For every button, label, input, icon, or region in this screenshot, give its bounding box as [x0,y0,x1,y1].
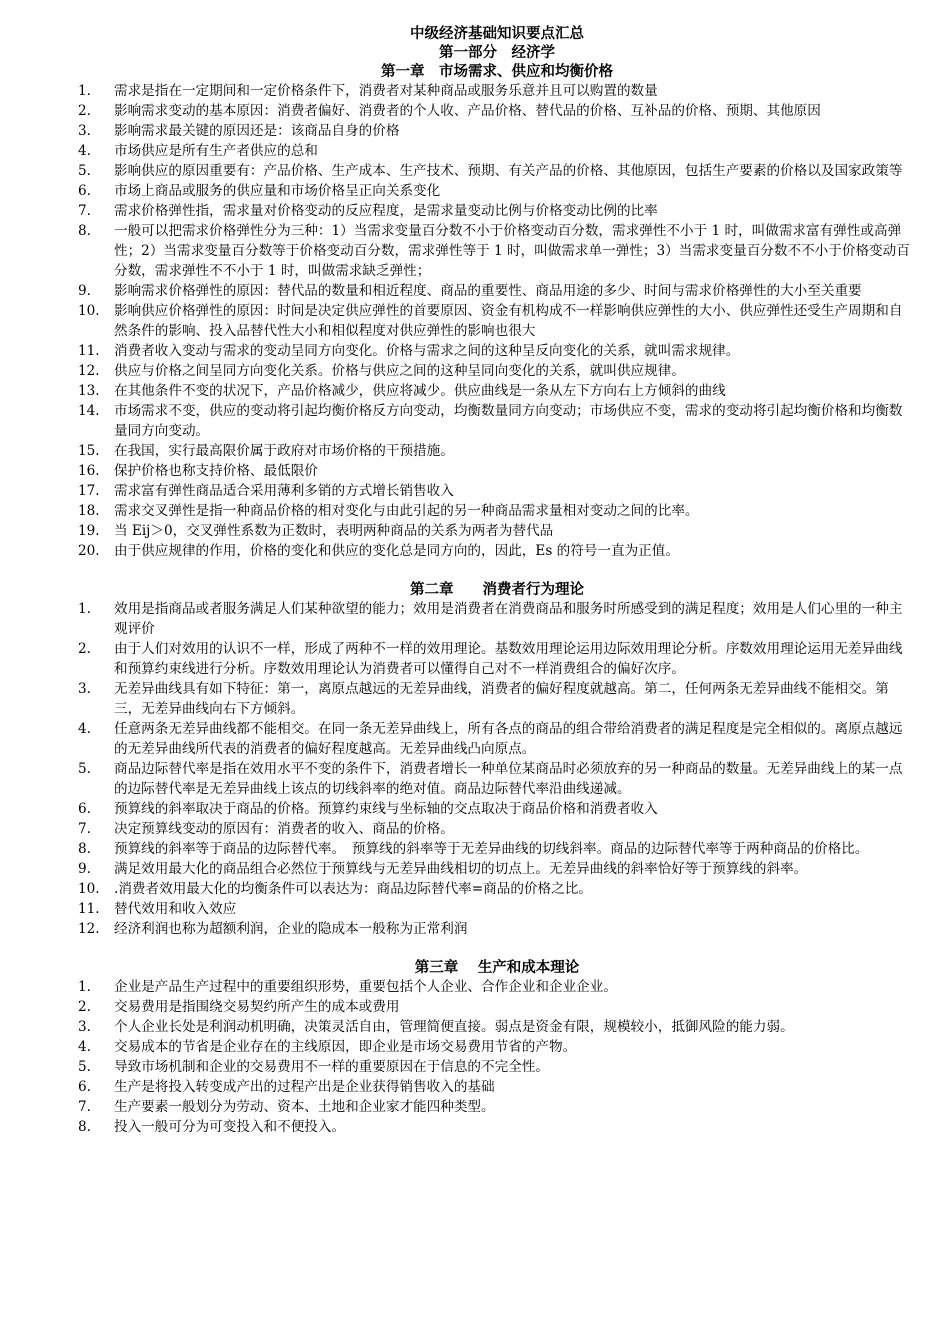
list-item [78,599,916,639]
list-item-number: 11. [78,343,100,359]
list-item [78,221,916,281]
list-item [78,501,916,521]
list-item-text: 导致市场机制和企业的交易费用不一样的重要原因在于信息的不完全性。 [114,1059,549,1075]
list-item-text: 由于人们对效用的认识不一样，形成了两种不一样的效用理论。基数效用理论运用边际效用理论分析。序数效用理论运用无差异曲线和预算约束线进行分析。序数效用理论认为消费者可以懂得自己对不一样消费组合的偏好次序。 [114,641,903,677]
list-item [78,121,916,141]
list-item-number: 12. [78,363,100,379]
list-item-number: 1. [78,601,91,617]
list-item [78,381,916,401]
list-item-number: 18. [78,503,100,519]
list-item-number: 16. [78,463,100,479]
list-item-number: 20. [78,543,100,559]
list-item-text: 预算线的斜率等于商品的边际替代率。 预算线的斜率等于无差异曲线的切线斜率。商品的边际替代率等于两种商品的价格比。 [114,841,869,857]
list-item-text: 需求交叉弹性是指一种商品价格的相对变化与由此引起的另一种商品需求量相对变动之间的比率。 [114,503,699,519]
list-item [78,977,916,997]
list-item-text: 经济利润也称为超额利润，企业的隐成本一般称为正常利润 [114,921,468,937]
list-item-text: 当 Eij＞0，交叉弹性系数为正数时，表明两种商品的关系为两者为替代品 [114,523,554,539]
list-item-number: 7. [78,1099,91,1115]
list-item-number: 1. [78,83,91,99]
list-item-number: 1. [78,979,91,995]
list-item-number: 19. [78,523,100,539]
list-item-number: 15. [78,443,100,459]
list-item [78,1057,916,1077]
list-item-text: 无差异曲线具有如下特征：第一，离原点越远的无差异曲线，消费者的偏好程度就越高。第二，任何两条无差异曲线不能相交。第三，无差异曲线向右下方倾斜。 [114,681,889,717]
list-item [78,639,916,679]
list-item-text: 生产要素一般划分为劳动、资本、土地和企业家才能四种类型。 [114,1099,495,1115]
list-item-number: 3. [78,1019,91,1035]
list-item-text: 效用是指商品或者服务满足人们某种欲望的能力；效用是消费者在消费商品和服务时所感受到的满足程度；效用是人们心里的一种主观评价 [114,601,903,637]
list-item [78,101,916,121]
chapter-3-list [78,977,916,1137]
list-item [78,201,916,221]
list-item [78,1037,916,1057]
list-item-text: 替代效用和收入效应 [114,901,237,917]
list-item [78,541,916,561]
list-item [78,461,916,481]
list-item [78,481,916,501]
list-item [78,141,916,161]
list-item [78,441,916,461]
list-item-number: 13. [78,383,100,399]
list-item [78,161,916,181]
list-item-text: 投入一般可分为可变投入和不便投入。 [114,1119,346,1135]
list-item [78,81,916,101]
list-item-text: 交易成本的节省是企业存在的主线原因，即企业是市场交易费用节省的产物。 [114,1039,577,1055]
list-item-text: 市场需求不变，供应的变动将引起均衡价格反方向变动，均衡数量同方向变动；市场供应不变，需求的变动将引起均衡价格和均衡数量同方向变动。 [114,403,903,439]
list-item-text: 生产是将投入转变成产出的过程产出是企业获得销售收入的基础 [114,1079,495,1095]
list-item [78,859,916,879]
list-item-number: 6. [78,1079,91,1095]
list-item [78,719,916,759]
list-item-text: 市场供应是所有生产者供应的总和 [114,143,318,159]
list-item [78,361,916,381]
list-item [78,341,916,361]
list-item-text: 影响需求最关键的原因还是：该商品自身的价格 [114,123,400,139]
list-item-text: 决定预算线变动的原因有：消费者的收入、商品的价格。 [114,821,454,837]
chapter-1-heading: 第一章 市场需求、供应和均衡价格 [381,63,613,80]
list-item-number: 3. [78,123,91,139]
list-item-text: 预算线的斜率取决于商品的价格。预算约束线与坐标轴的交点取决于商品价格和消费者收入 [114,801,658,817]
list-item-text: 影响需求价格弹性的原因：替代品的数量和相近程度、商品的重要性、商品用途的多少、时间与需求价格弹性的大小至关重要 [114,283,862,299]
chapter-1-list [78,81,916,561]
list-item-number: 9. [78,283,91,299]
list-item-text: 影响需求变动的基本原因：消费者偏好、消费者的个人收、产品价格、替代品的价格、互补品的价格、预期、其他原因 [114,103,821,119]
list-item-number: 6. [78,801,91,817]
section-gap [78,561,916,580]
part-title: 第一部分 经济学 [439,44,555,61]
list-item-text: 在我国，实行最高限价属于政府对市场价格的干预措施。 [114,443,454,459]
section-gap [78,939,916,958]
list-item-number: 11. [78,901,100,917]
list-item-text: 影响供应的原因重要有：产品价格、生产成本、生产技术、预期、有关产品的价格、其他原因，包括生产要素的价格以及国家政策等 [114,163,903,179]
list-item-number: 7. [78,821,91,837]
list-item-number: 14. [78,403,100,419]
list-item-number: 4. [78,721,91,737]
list-item-number: 4. [78,143,91,159]
list-item-text: 市场上商品或服务的供应量和市场价格呈正向关系变化 [114,183,441,199]
list-item-number: 12. [78,921,100,937]
list-item [78,997,916,1017]
list-item-text: 满足效用最大化的商品组合必然位于预算线与无差异曲线相切的切点上。无差异曲线的斜率恰好等于预算线的斜率。 [114,861,808,877]
list-item-number: 3. [78,681,91,697]
list-item [78,301,916,341]
list-item-number: 17. [78,483,100,499]
list-item [78,879,916,899]
list-item-number: 5. [78,761,91,777]
list-item-text: 由于供应规律的作用，价格的变化和供应的变化总是同方向的，因此，Es 的符号一直为正值。 [114,543,679,559]
list-item [78,401,916,441]
list-item-number: 10. [78,881,100,897]
list-item-number: 8. [78,223,91,239]
list-item-text: 需求是指在一定期间和一定价格条件下，消费者对某种商品或服务乐意并且可以购置的数量 [114,83,658,99]
list-item-number: 5. [78,163,91,179]
list-item [78,181,916,201]
list-item-text: 影响供应价格弹性的原因：时间是决定供应弹性的首要原因、资金有机构成不一样影响供应弹性的大小、供应弹性还受生产周期和自然条件的影响、投入品替代性大小和相似程度对供应弹性的影响也很大 [114,303,903,339]
list-item-text: 任意两条无差异曲线都不能相交。在同一条无差异曲线上，所有各点的商品的组合带给消费者的满足程度是完全相似的。离原点越远的无差异曲线所代表的消费者的偏好程度越高。无差异曲线凸向原点。 [114,721,903,757]
list-item-text: 企业是产品生产过程中的重要组织形势，重要包括个人企业、合作企业和企业企业。 [114,979,617,995]
chapter-2-heading: 第二章 消费者行为理论 [410,581,584,598]
list-item-text: 消费者收入变动与需求的变动呈同方向变化。价格与需求之间的这种呈反向变化的关系，就叫需求规律。 [114,343,740,359]
list-item [78,759,916,799]
list-item-text: 个人企业长处是利润动机明确，决策灵活自由，管理简便直接。弱点是资金有限，规模较小，抵御风险的能力弱。 [114,1019,794,1035]
chapter-2-list [78,599,916,939]
list-item [78,919,916,939]
list-item-number: 9. [78,861,91,877]
list-item [78,799,916,819]
list-item [78,1077,916,1097]
chapter-3-heading: 第三章 生产和成本理论 [414,959,580,976]
list-item-number: 6. [78,183,91,199]
list-item-number: 5. [78,1059,91,1075]
document-title: 中级经济基础知识要点汇总 [410,25,584,42]
list-item-number: 2. [78,999,91,1015]
list-item-text: 交易费用是指围绕交易契约所产生的成本或费用 [114,999,400,1015]
list-item-text: 一般可以把需求价格弹性分为三种：1）当需求变量百分数不小于价格变动百分数，需求弹性不小于 1 时，叫做需求富有弹性或高弹性；2）当需求变量百分数等于价格变动百分数，需求弹性等于 1 时，叫做需求单一弹性；3）当需求变量百分数不不小于价格变动百分数，需求弹性不不小于 1 时，叫做需求缺乏弹性； [114,223,910,279]
list-item [78,521,916,541]
list-item [78,281,916,301]
list-item-number: 8. [78,841,91,857]
list-item [78,679,916,719]
list-item-number: 4. [78,1039,91,1055]
list-item-number: 2. [78,103,91,119]
list-item-text: 在其他条件不变的状况下，产品价格减少，供应将减少。供应曲线是一条从左下方向右上方倾斜的曲线 [114,383,726,399]
list-item [78,1097,916,1117]
list-item-text: 供应与价格之间呈同方向变化关系。价格与供应之间的这种呈同向变化的关系，就叫供应规律。 [114,363,685,379]
list-item-number: 8. [78,1119,91,1135]
list-item-text: 需求富有弹性商品适合采用薄利多销的方式增长销售收入 [114,483,454,499]
list-item [78,899,916,919]
list-item-number: 7. [78,203,91,219]
list-item [78,839,916,859]
list-item-text: 保护价格也称支持价格、最低限价 [114,463,318,479]
list-item [78,819,916,839]
list-item-text: 商品边际替代率是指在效用水平不变的条件下，消费者增长一种单位某商品时必须放弃的另一种商品的数量。无差异曲线上的某一点的边际替代率是无差异曲线上该点的切线斜率的绝对值。商品边际替代率沿曲线递减。 [114,761,903,797]
list-item-text: 需求价格弹性指，需求量对价格变动的反应程度，是需求量变动比例与价格变动比例的比率 [114,203,658,219]
list-item-number: 10. [78,303,100,319]
list-item [78,1017,916,1037]
list-item [78,1117,916,1137]
list-item-text: .消费者效用最大化的均衡条件可以表达为：商品边际替代率=商品的价格之比。 [114,881,592,897]
list-item-number: 2. [78,641,91,657]
